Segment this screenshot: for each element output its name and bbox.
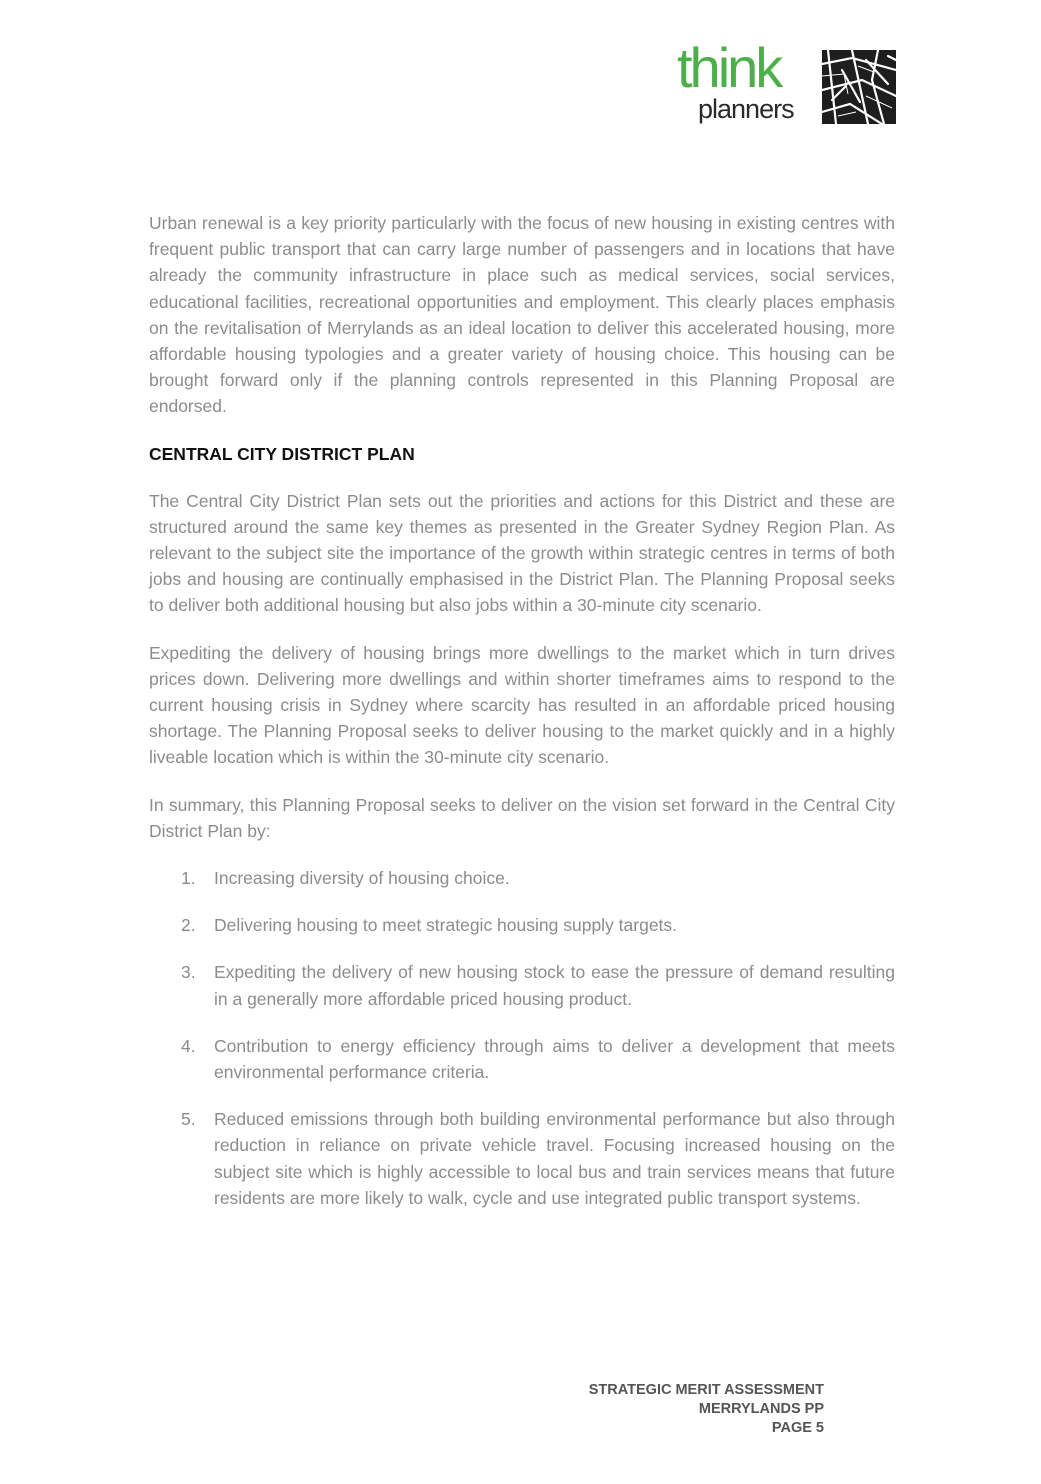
page-content [149, 210, 895, 1211]
housing-delivery-paragraph: Expediting the delivery of housing brings more dwellings to the market which in turn drives prices down. Delivering more dwellings and within shorter timeframes aims to respond to the current housing crisis in Sydney where scarcity has resulted in an affordable priced housing shortage. The Planning Proposal seeks to deliver housing to the market quickly and in a highly liveable location which is within the 30-minute city scenario. [149, 642, 895, 768]
section-heading: CENTRAL CITY DISTRICT PLAN [149, 443, 415, 464]
logo-think-text: think [677, 36, 781, 99]
list-item [149, 912, 895, 938]
list-item-number: 5. [181, 1109, 196, 1130]
district-plan-paragraph: The Central City District Plan sets out the priorities and actions for this District and these are structured around the same key themes as presented in the Greater Sydney Region Plan. As relevant to the subject site the importance of the growth within strategic centres in terms of both jobs and housing are continually emphasised in the District Plan. The Planning Proposal seeks to deliver both additional housing but also jobs within a 30-minute city scenario. [149, 490, 895, 616]
list-item-number: 4. [181, 1035, 196, 1056]
street-map-icon [822, 50, 896, 124]
list-item [149, 1106, 895, 1211]
footer-document-title: STRATEGIC MERIT ASSESSMENT [588, 1382, 824, 1398]
footer-page-number: PAGE 5 [771, 1420, 824, 1436]
list-item-text: Delivering housing to meet strategic housing supply targets. [214, 915, 678, 936]
list-item [149, 959, 895, 1011]
list-item-text: Contribution to energy efficiency through aims to deliver a development that meets environmental performance criteria. [214, 1035, 895, 1083]
logo-planners-text: planners [698, 94, 794, 124]
list-item-number: 2. [181, 915, 196, 936]
list-item-number: 1. [181, 868, 196, 889]
list-item-text: Reduced emissions through both building environmental performance but also through reduction in reliance on private vehicle travel. Focusing increased housing on the subject site which is highly accessible to local bus and train services means that future residents are more likely to walk, cycle and use integrated public transport systems. [214, 1109, 895, 1208]
intro-paragraph: Urban renewal is a key priority particularly with the focus of new housing in existing centres with frequent public transport that can carry large number of passengers and in locations that have already the community infrastructure in place such as medical services, social services, educational facilities, recreational opportunities and employment. This clearly places emphasis on the revitalisation of Merrylands as an ideal location to deliver this accelerated housing, more affordable housing typologies and a greater variety of housing choice. This housing can be brought forward only if the planning controls represented in this Planning Proposal are endorsed. [149, 213, 895, 417]
list-item-text: Expediting the delivery of new housing stock to ease the pressure of demand resulting in a generally more affordable priced housing product. [214, 962, 895, 1009]
vision-list [149, 865, 895, 1211]
company-logo [677, 36, 899, 130]
footer-project-name: MERRYLANDS PP [698, 1401, 824, 1417]
page-footer [520, 1381, 824, 1438]
list-item-text: Increasing diversity of housing choice. [214, 868, 510, 889]
summary-paragraph: In summary, this Planning Proposal seeks to deliver on the vision set forward in the Central City District Plan by: [149, 794, 895, 841]
list-item [149, 865, 895, 891]
list-item-number: 3. [181, 962, 196, 983]
list-item [149, 1033, 895, 1085]
